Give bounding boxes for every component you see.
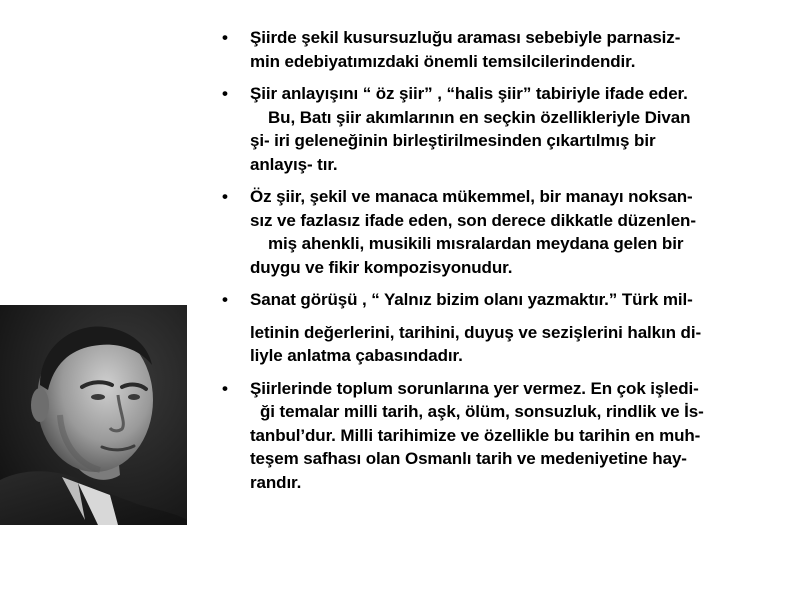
bullet-list (220, 26, 792, 503)
portrait-photo (0, 305, 187, 525)
text-line: Sanat görüşü , “ Yalnız bizim olanı yazmaktır.” Türk mil- (250, 290, 693, 309)
list-item (220, 288, 792, 312)
list-item (220, 82, 792, 176)
bullet-marker: • (222, 378, 228, 398)
text-line: duygu ve fikir kompozisyonudur. (250, 257, 513, 277)
list-item (220, 185, 792, 279)
text-line: randır. (250, 472, 302, 492)
list-item (220, 377, 792, 495)
bullet-marker: • (222, 187, 228, 206)
portrait-image (0, 305, 187, 525)
text-line: Şiir anlayışını “ öz şiir” , “halis şiir” tabiriyle ifade eder. (250, 84, 688, 103)
text-line: Şiirde şekil kusursuzluğu araması sebebiyle parnasiz- (250, 28, 681, 47)
bullet-marker: • (222, 290, 228, 309)
text-line: tanbul’dur. Milli tarihimize ve özellikle bu tarihin en muh- (250, 425, 701, 445)
text-line: Şiirlerinde toplum sorunlarına yer vermez. En çok işledi- (250, 378, 699, 398)
text-line: Bu, Batı şiir akımlarının en seçkin özellikleriyle Divan (268, 107, 691, 127)
list-item (220, 26, 792, 73)
text-line: sız ve fazlasız ifade eden, son derece dikkatle düzenlen- (250, 210, 696, 230)
bullet-marker: • (222, 84, 228, 103)
text-line: teşem safhası olan Osmanlı tarih ve medeniyetine hay- (250, 449, 687, 468)
bullet-marker: • (222, 28, 228, 47)
text-line: Öz şiir, şekil ve manaca mükemmel, bir manayı noksan- (250, 187, 693, 206)
text-line: miş ahenkli, musikili mısralardan meydana gelen bir (268, 234, 684, 253)
list-item (220, 321, 792, 368)
text-line: letinin değerlerini, tarihini, duyuş ve sezişlerini halkın di- (250, 322, 702, 342)
text-line: min edebiyatımızdaki önemli temsilcilerindendir. (250, 51, 636, 71)
text-line: şi- iri geleneğinin birleştirilmesinden çıkartılmış bir (250, 131, 656, 150)
text-line: liyle anlatma çabasındadır. (250, 346, 463, 365)
text-line: anlayış- tır. (250, 154, 338, 174)
text-line: ği temalar milli tarih, aşk, ölüm, sonsuzluk, rindlik ve İs- (260, 402, 704, 421)
